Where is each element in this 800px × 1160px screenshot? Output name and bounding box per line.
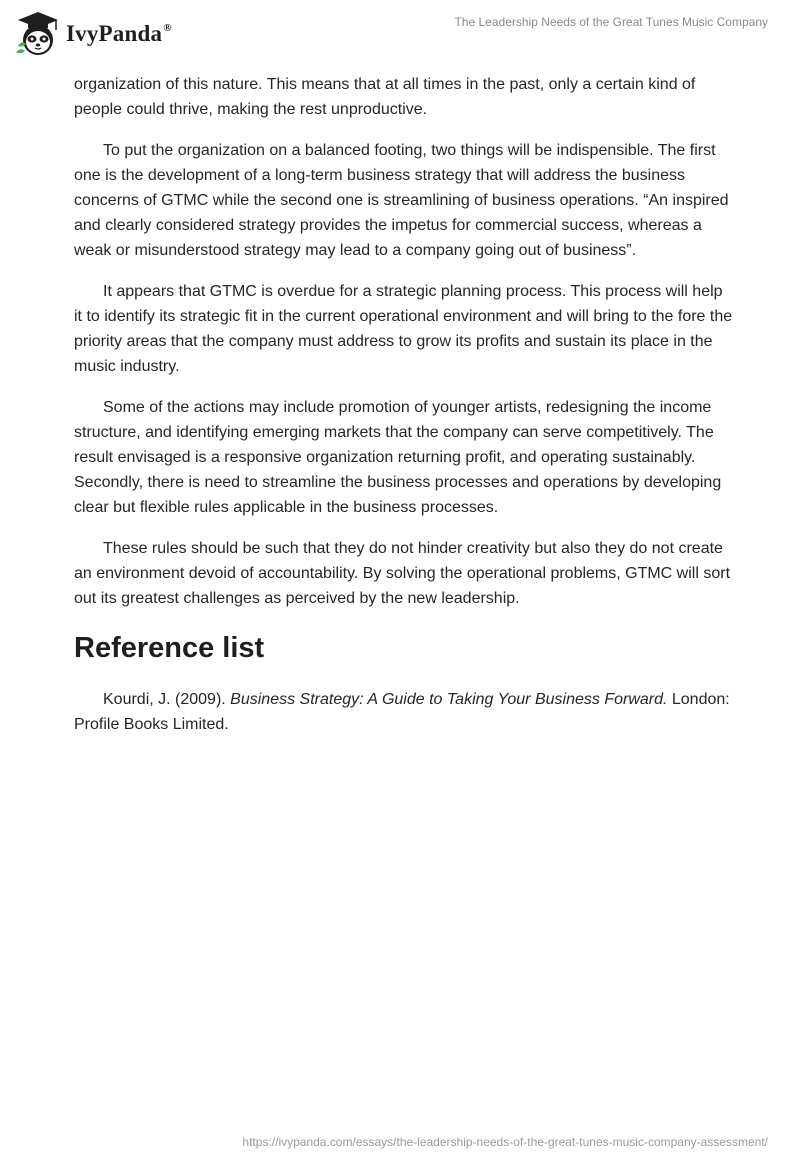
body-paragraph: organization of this nature. This means that at all times in the past, only a certain kind of people could thrive, making the rest unproductive. [74, 76, 696, 118]
body-paragraph: It appears that GTMC is overdue for a strategic planning process. This process will help it to identify its strategic fit in the current operational environment and will bring to the fore the priority areas that the company must address to grow its profits and sustain its place in the music industry. [74, 283, 733, 375]
page-header [0, 0, 800, 66]
reference-publisher: London: Profile Books Limited. [74, 691, 730, 733]
document-title: The Leadership Needs of the Great Tunes Music Company [454, 15, 768, 29]
logo-text: IvyPanda® [66, 21, 172, 46]
reference-list-heading: Reference list [74, 632, 265, 664]
source-url[interactable]: https://ivypanda.com/essays/the-leadership-needs-of-the-great-tunes-music-company-assessment/ [242, 1135, 768, 1149]
registered-mark: ® [163, 22, 172, 34]
essay-content [74, 72, 734, 737]
body-paragraph: These rules should be such that they do not hinder creativity but also they do not create an environment devoid of accountability. By solving the operational problems, GTMC will sort out its greatest challenges as perceived by the new leadership. [74, 540, 731, 607]
body-paragraph: Some of the actions may include promotion of younger artists, redesigning the income structure, and identifying emerging markets that the company can serve competitively. The result envisaged is a responsive organization returning profit, and operating sustainably. Secondly, there is need to streamline the business processes and operations by developing clear but flexible rules applicable in the business processes. [74, 399, 722, 516]
body-paragraph: To put the organization on a balanced footing, two things will be indispensible. The first one is the development of a long-term business strategy that will address the business concerns of GTMC while the second one is streamlining of business operations. “An inspired and clearly considered strategy provides the impetus for commercial success, whereas a weak or misunderstood strategy may lead to a company going out of business”. [74, 142, 729, 259]
reference-author-year: Kourdi, J. (2009). [103, 691, 231, 708]
reference-title: Business Strategy: A Guide to Taking Your Business Forward. [230, 691, 668, 708]
panda-graduate-icon [14, 10, 62, 58]
reference-entry [74, 687, 734, 737]
ivypanda-logo[interactable] [14, 10, 172, 58]
